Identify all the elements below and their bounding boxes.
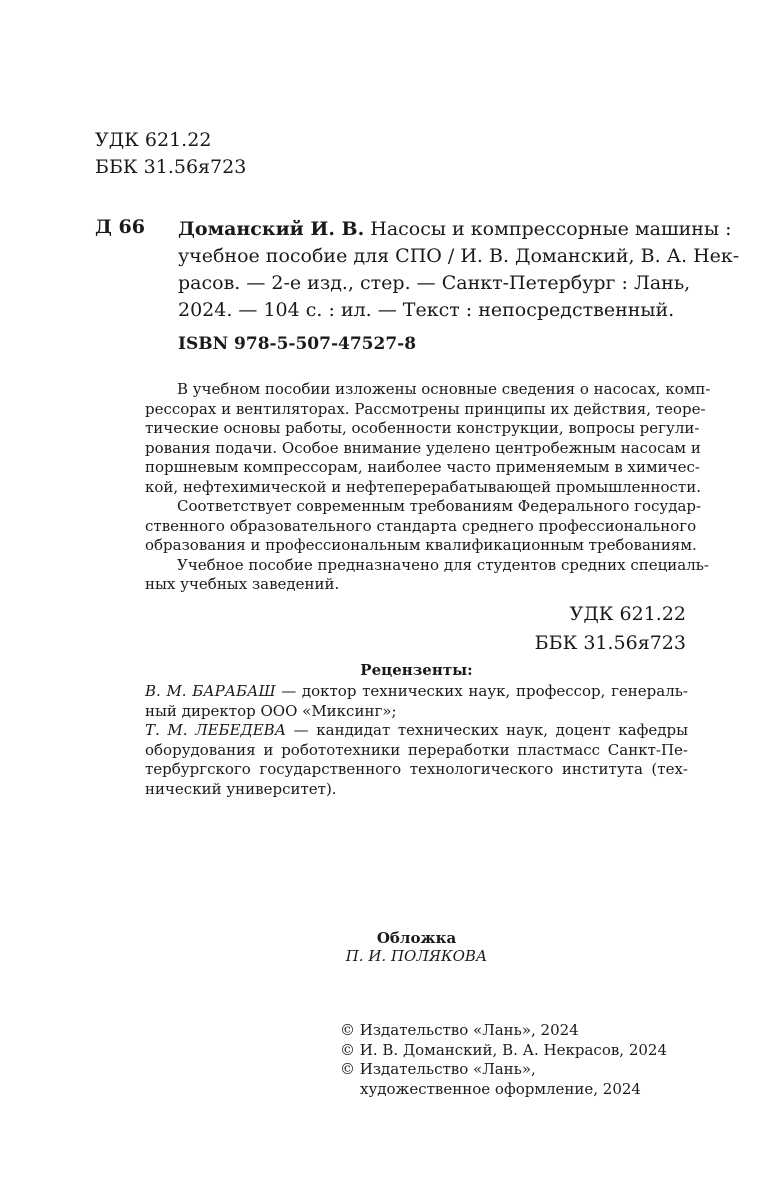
reviewer-2-line: нический университет). xyxy=(145,779,337,798)
classification-top xyxy=(95,127,246,181)
annotation-line: ственного образовательного стандарта среднего профессионального xyxy=(145,516,697,535)
udk-code-right: УДК 621.22 xyxy=(569,603,686,625)
reviewer-1-line: В. М. БАРАБАШ — доктор технических наук, профессор, генераль- xyxy=(145,682,688,700)
bbk-code: ББК 31.56я723 xyxy=(95,156,247,178)
reviewer-1-line: ный директор ООО «Миксинг»; xyxy=(145,701,397,720)
bibliographic-record xyxy=(178,216,740,324)
annotation-line: рессорах и вентиляторах. Рассмотрены принципы их действия, теоре- xyxy=(145,399,706,418)
annotation-line: тические основы работы, особенности конструкции, вопросы регули- xyxy=(145,419,700,437)
copyright-block xyxy=(340,1021,667,1099)
reviewer-2-line: оборудования и робототехники переработки пластмасс Санкт-Пе- xyxy=(145,740,688,759)
biblio-line-1 xyxy=(178,216,732,243)
annotation-line: поршневым компрессорам, наиболее часто применяемым в химичес- xyxy=(145,458,700,476)
copyright-line: © Издательство «Лань», xyxy=(340,1060,536,1078)
copyright-line: художественное оформление, 2024 xyxy=(360,1079,641,1098)
annotation-line: рования подачи. Особое внимание уделено центробежным насосам и xyxy=(145,438,701,457)
reviewer-1-name: В. М. БАРАБАШ xyxy=(145,682,276,700)
reviewer-2-name: Т. М. ЛЕБЕДЕВА xyxy=(145,721,287,739)
cover-title: Обложка xyxy=(376,929,457,947)
isbn: ISBN 978-5-507-47527-8 xyxy=(178,334,417,354)
annotation-line: кой, нефтехимической и нефтеперерабатывающей промышленности. xyxy=(145,477,701,496)
biblio-line-4: 2024. — 104 с. : ил. — Текст : непосредственный. xyxy=(178,299,675,321)
author-sign: Д 66 xyxy=(95,216,145,238)
biblio-line-3: расов. — 2-е изд., стер. — Санкт-Петербург : Лань, xyxy=(178,272,691,294)
classification-right xyxy=(535,600,686,658)
author-name: Доманский И. В. xyxy=(178,218,365,240)
biblio-line-2: учебное пособие для СПО / И. В. Доманский, В. А. Нек- xyxy=(178,245,740,267)
annotation-line: Соответствует современным требованиям Федерального государ- xyxy=(177,497,702,515)
annotation-line: В учебном пособии изложены основные сведения о насосах, комп- xyxy=(177,380,711,398)
annotation-line: Учебное пособие предназначено для студентов средних специаль- xyxy=(177,555,709,574)
book-title: Насосы и компрессорные машины : xyxy=(364,218,732,240)
copyright-line: © И. В. Доманский, В. А. Некрасов, 2024 xyxy=(340,1040,668,1059)
udk-code: УДК 621.22 xyxy=(95,129,212,151)
reviewer-2-line: Т. М. ЛЕБЕДЕВА — кандидат технических наук, доцент кафедры xyxy=(145,721,689,739)
reviewer-2-line: тербургского государственного технологического института (тех- xyxy=(145,760,688,778)
annotation-line: ных учебных заведений. xyxy=(145,575,340,593)
annotation-line: образования и профессиональным квалификационным требованиям. xyxy=(145,536,697,554)
copyright-line: © Издательство «Лань», 2024 xyxy=(340,1021,579,1039)
reviewers-list xyxy=(145,682,688,799)
reviewers-title: Рецензенты: xyxy=(360,661,473,679)
bbk-code-right: ББК 31.56я723 xyxy=(534,632,686,654)
cover-designer: П. И. ПОЛЯКОВА xyxy=(345,947,488,965)
annotation xyxy=(145,380,711,595)
